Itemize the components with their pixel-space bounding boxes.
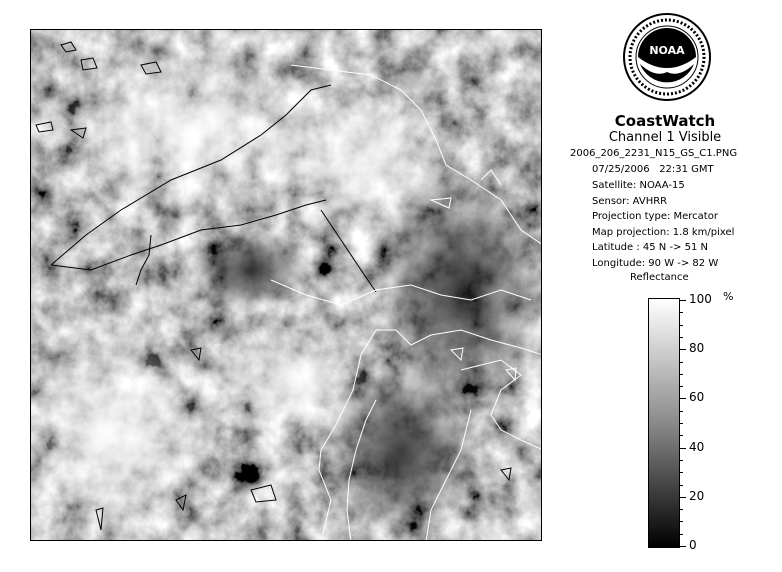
sensor-line: Sensor: AVHRR — [592, 195, 668, 207]
colorbar-minor-tick — [680, 534, 683, 535]
reflectance-colorbar — [648, 298, 680, 548]
latitude-line: Latitude : 45 N -> 51 N — [592, 242, 708, 254]
channel-name: Channel 1 Visible — [608, 130, 722, 145]
colorbar-tick-label: 40 — [689, 439, 705, 454]
colorbar-tick-label: 0 — [689, 538, 697, 552]
colorbar-tick-label: 20 — [689, 488, 705, 503]
colorbar-tick-mark — [680, 497, 686, 498]
colorbar-minor-tick — [680, 374, 683, 375]
colorbar-tick-mark — [680, 300, 686, 301]
file-name: 2006_206_2231_N15_GS_C1.PNG — [570, 148, 738, 159]
noaa-logo-text: NOAA — [649, 44, 685, 57]
map-projection-line: Map projection: 1.8 km/pixel — [592, 226, 735, 238]
colorbar-tick-mark — [680, 398, 686, 399]
colorbar-minor-tick — [680, 362, 683, 363]
colorbar-tick-label: 60 — [689, 390, 705, 405]
noaa-logo — [622, 12, 712, 102]
date: 07/25/2006 — [592, 164, 650, 175]
colorbar-minor-tick — [680, 337, 683, 338]
satellite-image — [30, 29, 542, 541]
clear-lake-region — [321, 360, 481, 540]
legend-title: Reflectance — [630, 272, 689, 283]
projection-type-line: Projection type: Mercator — [592, 211, 718, 223]
longitude-line: Longitude: 90 W -> 82 W — [592, 257, 719, 269]
colorbar-minor-tick — [680, 386, 683, 387]
satellite-image-svg — [31, 30, 542, 541]
colorbar-tick-mark — [680, 349, 686, 350]
colorbar-minor-tick — [680, 521, 683, 522]
colorbar-tick-label: 100 — [689, 292, 712, 306]
colorbar-minor-tick — [680, 411, 683, 412]
colorbar-tick-label: 80 — [689, 341, 705, 356]
legend-unit: % — [723, 290, 734, 303]
colorbar-minor-tick — [680, 312, 683, 313]
colorbar-minor-tick — [680, 472, 683, 473]
satellite-line: Satellite: NOAA-15 — [592, 180, 685, 191]
colorbar-minor-tick — [680, 509, 683, 510]
date-time — [592, 162, 714, 178]
colorbar-minor-tick — [680, 435, 683, 436]
colorbar-tick-mark — [680, 448, 686, 449]
colorbar-minor-tick — [680, 325, 683, 326]
time: 22:31 GMT — [659, 164, 714, 175]
colorbar-tick-mark — [680, 546, 686, 547]
clear-lake-region — [191, 230, 311, 310]
metadata-block — [592, 178, 734, 272]
colorbar-minor-tick — [680, 460, 683, 461]
product-title: CoastWatch — [614, 112, 716, 130]
colorbar-minor-tick — [680, 485, 683, 486]
colorbar-minor-tick — [680, 423, 683, 424]
